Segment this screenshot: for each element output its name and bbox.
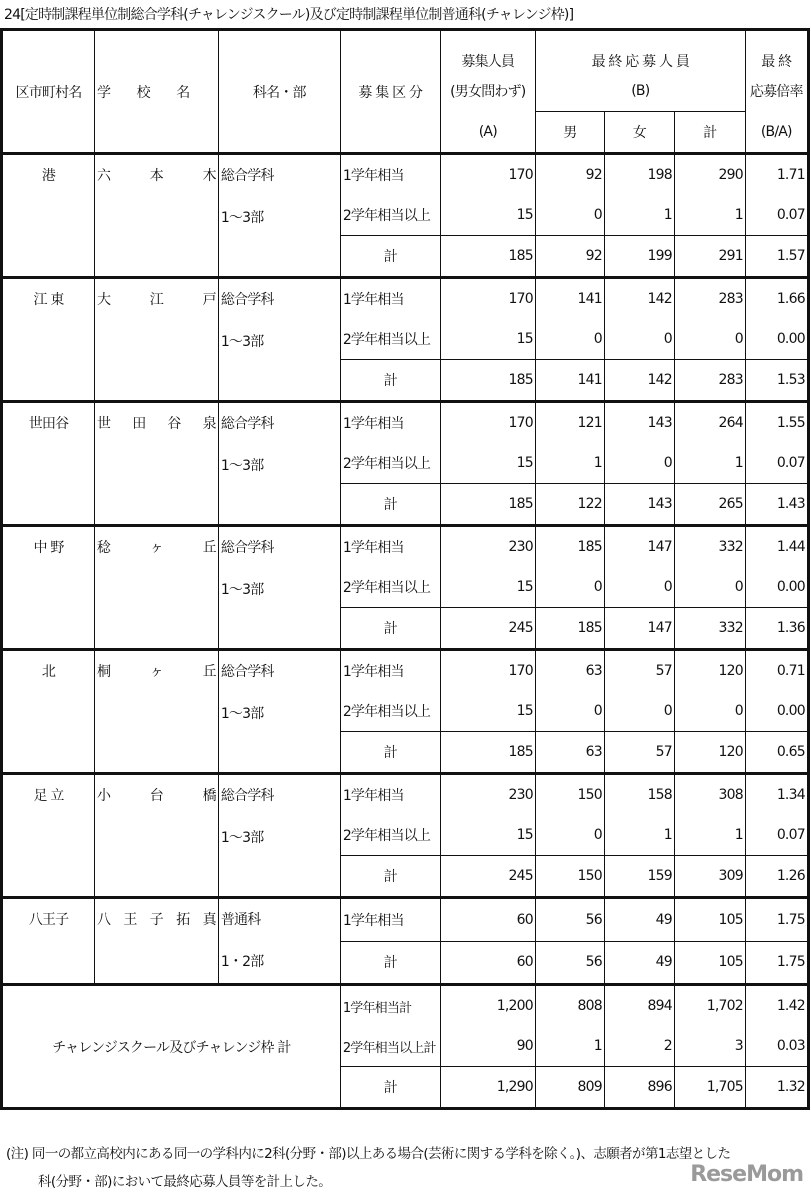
applicants-total: 332: [674, 526, 745, 568]
header-quota-a: (A): [440, 112, 535, 154]
quota-a: 170: [440, 402, 535, 444]
ratio: 0.07: [745, 815, 808, 856]
applicants-male: 185: [535, 526, 604, 568]
ratio: 1.71: [745, 154, 808, 196]
division-category: 計: [340, 360, 440, 402]
applicants-total: 264: [674, 402, 745, 444]
applicants-female: 49: [604, 941, 674, 985]
header-school: 学 校 名: [95, 30, 219, 154]
applicants-male: 0: [535, 815, 604, 856]
quota-a: 1,200: [440, 985, 535, 1027]
applicants-total: 291: [674, 236, 745, 278]
header-ratio-sub: 応募倍率: [745, 71, 808, 112]
table-title: 24[定時制課程単位制総合学科(チャレンジスクール)及び定時制課程単位制普通科(チャレンジ枠)]: [4, 7, 574, 23]
applicants-female: 199: [604, 236, 674, 278]
applicants-female: 1: [604, 815, 674, 856]
ratio: 1.36: [745, 608, 808, 650]
applicants-total: 283: [674, 360, 745, 402]
course-name: [218, 154, 340, 278]
applicants-total: 120: [674, 650, 745, 692]
district-name: 中 野: [2, 526, 95, 650]
division-category: 計: [340, 608, 440, 650]
ratio: 1.42: [745, 985, 808, 1027]
division-category: 2学年相当以上: [340, 691, 440, 732]
ratio: 1.53: [745, 360, 808, 402]
quota-a: 185: [440, 236, 535, 278]
applicants-total: 1,705: [674, 1067, 745, 1109]
division-category: 計: [340, 941, 440, 985]
quota-a: 15: [440, 443, 535, 484]
district-name: 足 立: [2, 774, 95, 898]
ratio: 0.00: [745, 691, 808, 732]
course-name: [218, 278, 340, 402]
quota-a: 1,290: [440, 1067, 535, 1109]
course-division: 1～3部: [220, 830, 264, 846]
quota-a: 90: [440, 1026, 535, 1067]
school-name: [95, 898, 219, 985]
applicants-total: 1,702: [674, 985, 745, 1027]
district-name: 八王子: [2, 898, 95, 985]
applicants-female: 0: [604, 319, 674, 360]
division-category: 1学年相当計: [340, 985, 440, 1027]
division-category: 1学年相当: [340, 526, 440, 568]
applicants-female: 896: [604, 1067, 674, 1109]
course-division: 1～3部: [220, 582, 264, 598]
applicants-female: 49: [604, 898, 674, 942]
school-name: [95, 650, 219, 774]
header-applicants: 最 終 応 募 人 員: [535, 30, 745, 72]
ratio: 0.07: [745, 443, 808, 484]
applicants-female: 2: [604, 1026, 674, 1067]
applicants-female: 894: [604, 985, 674, 1027]
quota-a: 185: [440, 732, 535, 774]
table-row: [2, 526, 809, 568]
applicants-male: 1: [535, 1026, 604, 1067]
division-category: 2学年相当以上: [340, 567, 440, 608]
applicants-male: 56: [535, 941, 604, 985]
applicants-female: 142: [604, 278, 674, 320]
quota-a: 15: [440, 815, 535, 856]
quota-a: 15: [440, 567, 535, 608]
applicants-female: 143: [604, 484, 674, 526]
ratio: 1.43: [745, 484, 808, 526]
quota-a: 170: [440, 154, 535, 196]
course-name: [218, 898, 340, 985]
ratio: 1.75: [745, 898, 808, 942]
district-name: 北: [2, 650, 95, 774]
quota-a: 245: [440, 856, 535, 898]
applicants-female: 0: [604, 567, 674, 608]
division-category: 計: [340, 1067, 440, 1109]
division-category: 計: [340, 236, 440, 278]
grand-total-row: [2, 985, 809, 1027]
applicants-male: 122: [535, 484, 604, 526]
ratio: 0.07: [745, 195, 808, 236]
ratio: 1.66: [745, 278, 808, 320]
applicants-female: 158: [604, 774, 674, 816]
ratio: 0.00: [745, 567, 808, 608]
applicants-total: 0: [674, 691, 745, 732]
applicants-male: 63: [535, 650, 604, 692]
applicants-male: 185: [535, 608, 604, 650]
applicants-total: 309: [674, 856, 745, 898]
course-label: 総合学科: [220, 168, 274, 184]
quota-a: 170: [440, 278, 535, 320]
applicants-table: [0, 28, 810, 1110]
school-name-text: 六 本 木: [97, 168, 216, 184]
table-row: [2, 650, 809, 692]
division-category: 2学年相当以上: [340, 195, 440, 236]
applicants-total: 1: [674, 195, 745, 236]
applicants-total: 290: [674, 154, 745, 196]
applicants-male: 0: [535, 691, 604, 732]
quota-a: 60: [440, 941, 535, 985]
applicants-total: 120: [674, 732, 745, 774]
course-label: 総合学科: [220, 540, 274, 556]
division-category: 計: [340, 732, 440, 774]
grand-total-label: チャレンジスクール及びチャレンジ枠 計: [2, 985, 341, 1109]
table-row: [2, 278, 809, 320]
applicants-male: 121: [535, 402, 604, 444]
course-label: 普通科: [220, 912, 261, 928]
course-label: 総合学科: [220, 664, 274, 680]
course-name: [218, 650, 340, 774]
course-division: 1～3部: [220, 458, 264, 474]
school-name: [95, 402, 219, 526]
applicants-male: 809: [535, 1067, 604, 1109]
quota-a: 185: [440, 360, 535, 402]
course-division: 1～3部: [220, 706, 264, 722]
footnote-line-2: 科(分野・部)において最終応募人員等を計上した。: [38, 1174, 332, 1190]
ratio: 0.65: [745, 732, 808, 774]
quota-a: 230: [440, 774, 535, 816]
header-quota-sub: (男女問わず): [440, 71, 535, 112]
header-female: 女: [604, 112, 674, 154]
header-quota: 募集人員: [440, 30, 535, 72]
applicants-female: 57: [604, 650, 674, 692]
applicants-male: 141: [535, 278, 604, 320]
quota-a: 230: [440, 526, 535, 568]
applicants-male: 0: [535, 195, 604, 236]
applicants-male: 56: [535, 898, 604, 942]
quota-a: 60: [440, 898, 535, 942]
division-category: 2学年相当以上: [340, 319, 440, 360]
applicants-female: 198: [604, 154, 674, 196]
applicants-male: 92: [535, 154, 604, 196]
division-category: 1学年相当: [340, 774, 440, 816]
applicants-male: 141: [535, 360, 604, 402]
applicants-total: 1: [674, 443, 745, 484]
applicants-total: 105: [674, 898, 745, 942]
applicants-male: 150: [535, 774, 604, 816]
quota-a: 15: [440, 319, 535, 360]
course-label: 総合学科: [220, 292, 274, 308]
course-name: [218, 526, 340, 650]
school-name-text: 稔 ヶ 丘: [97, 540, 216, 556]
division-category: 計: [340, 484, 440, 526]
header-male: 男: [535, 112, 604, 154]
quota-a: 245: [440, 608, 535, 650]
quota-a: 15: [440, 691, 535, 732]
division-category: 1学年相当: [340, 154, 440, 196]
school-name: [95, 154, 219, 278]
applicants-female: 143: [604, 402, 674, 444]
applicants-total: 1: [674, 815, 745, 856]
header-course: 科名・部: [218, 30, 340, 154]
ratio: 1.32: [745, 1067, 808, 1109]
quota-a: 185: [440, 484, 535, 526]
ratio: 1.55: [745, 402, 808, 444]
applicants-total: 3: [674, 1026, 745, 1067]
division-category: 計: [340, 856, 440, 898]
applicants-female: 0: [604, 443, 674, 484]
applicants-female: 1: [604, 195, 674, 236]
district-name: 江 東: [2, 278, 95, 402]
applicants-female: 159: [604, 856, 674, 898]
applicants-male: 0: [535, 319, 604, 360]
division-category: 1学年相当: [340, 650, 440, 692]
division-category: 2学年相当以上: [340, 815, 440, 856]
course-label: 総合学科: [220, 788, 274, 804]
division-category: 1学年相当: [340, 402, 440, 444]
course-division: 1・2部: [220, 954, 264, 970]
table-row: [2, 898, 809, 942]
applicants-total: 105: [674, 941, 745, 985]
applicants-total: 283: [674, 278, 745, 320]
quota-a: 15: [440, 195, 535, 236]
applicants-male: 92: [535, 236, 604, 278]
division-category: 1学年相当: [340, 898, 440, 942]
applicants-male: 63: [535, 732, 604, 774]
course-label: 総合学科: [220, 416, 274, 432]
ratio: 1.75: [745, 941, 808, 985]
applicants-female: 147: [604, 608, 674, 650]
ratio: 1.44: [745, 526, 808, 568]
applicants-female: 0: [604, 691, 674, 732]
division-category: 1学年相当: [340, 278, 440, 320]
table-row: [2, 154, 809, 196]
applicants-total: 308: [674, 774, 745, 816]
ratio: 0.71: [745, 650, 808, 692]
header-district: 区市町村名: [2, 30, 95, 154]
quota-a: 170: [440, 650, 535, 692]
course-name: [218, 402, 340, 526]
division-category: 2学年相当以上: [340, 443, 440, 484]
header-ratio: 最 終: [745, 30, 808, 72]
applicants-female: 142: [604, 360, 674, 402]
course-name: [218, 774, 340, 898]
course-division: 1～3部: [220, 334, 264, 350]
header-total: 計: [674, 112, 745, 154]
school-name-text: 世 田 谷 泉: [97, 416, 216, 432]
ratio: 1.57: [745, 236, 808, 278]
ratio: 1.34: [745, 774, 808, 816]
footnote: [6, 1140, 730, 1196]
district-name: 世田谷: [2, 402, 95, 526]
applicants-total: 332: [674, 608, 745, 650]
applicants-total: 265: [674, 484, 745, 526]
applicants-total: 0: [674, 567, 745, 608]
course-division: 1～3部: [220, 210, 264, 226]
applicants-male: 808: [535, 985, 604, 1027]
applicants-male: 0: [535, 567, 604, 608]
ratio: 0.03: [745, 1026, 808, 1067]
school-name: [95, 526, 219, 650]
table-row: [2, 402, 809, 444]
district-name: 港: [2, 154, 95, 278]
header-ratio-ba: (B/A): [745, 112, 808, 154]
ratio: 0.00: [745, 319, 808, 360]
school-name-text: 桐 ヶ 丘: [97, 664, 216, 680]
division-category: 2学年相当以上計: [340, 1026, 440, 1067]
applicants-female: 57: [604, 732, 674, 774]
ratio: 1.26: [745, 856, 808, 898]
resemom-logo: ReseMom: [690, 1162, 803, 1187]
table-row: [2, 774, 809, 816]
school-name: [95, 278, 219, 402]
applicants-female: 147: [604, 526, 674, 568]
school-name: [95, 774, 219, 898]
school-name-text: 八 王 子 拓 真: [97, 912, 216, 928]
school-name-text: 大 江 戸: [97, 292, 216, 308]
header-division: 募 集 区 分: [340, 30, 440, 154]
applicants-male: 1: [535, 443, 604, 484]
header-applicants-b: (B): [535, 71, 745, 112]
applicants-total: 0: [674, 319, 745, 360]
applicants-male: 150: [535, 856, 604, 898]
school-name-text: 小 台 橋: [97, 788, 216, 804]
footnote-line-1: (注) 同一の都立高校内にある同一の学科内に2科(分野・部)以上ある場合(芸術に関する学科を除く。)、志願者が第1志望とした: [6, 1146, 731, 1162]
